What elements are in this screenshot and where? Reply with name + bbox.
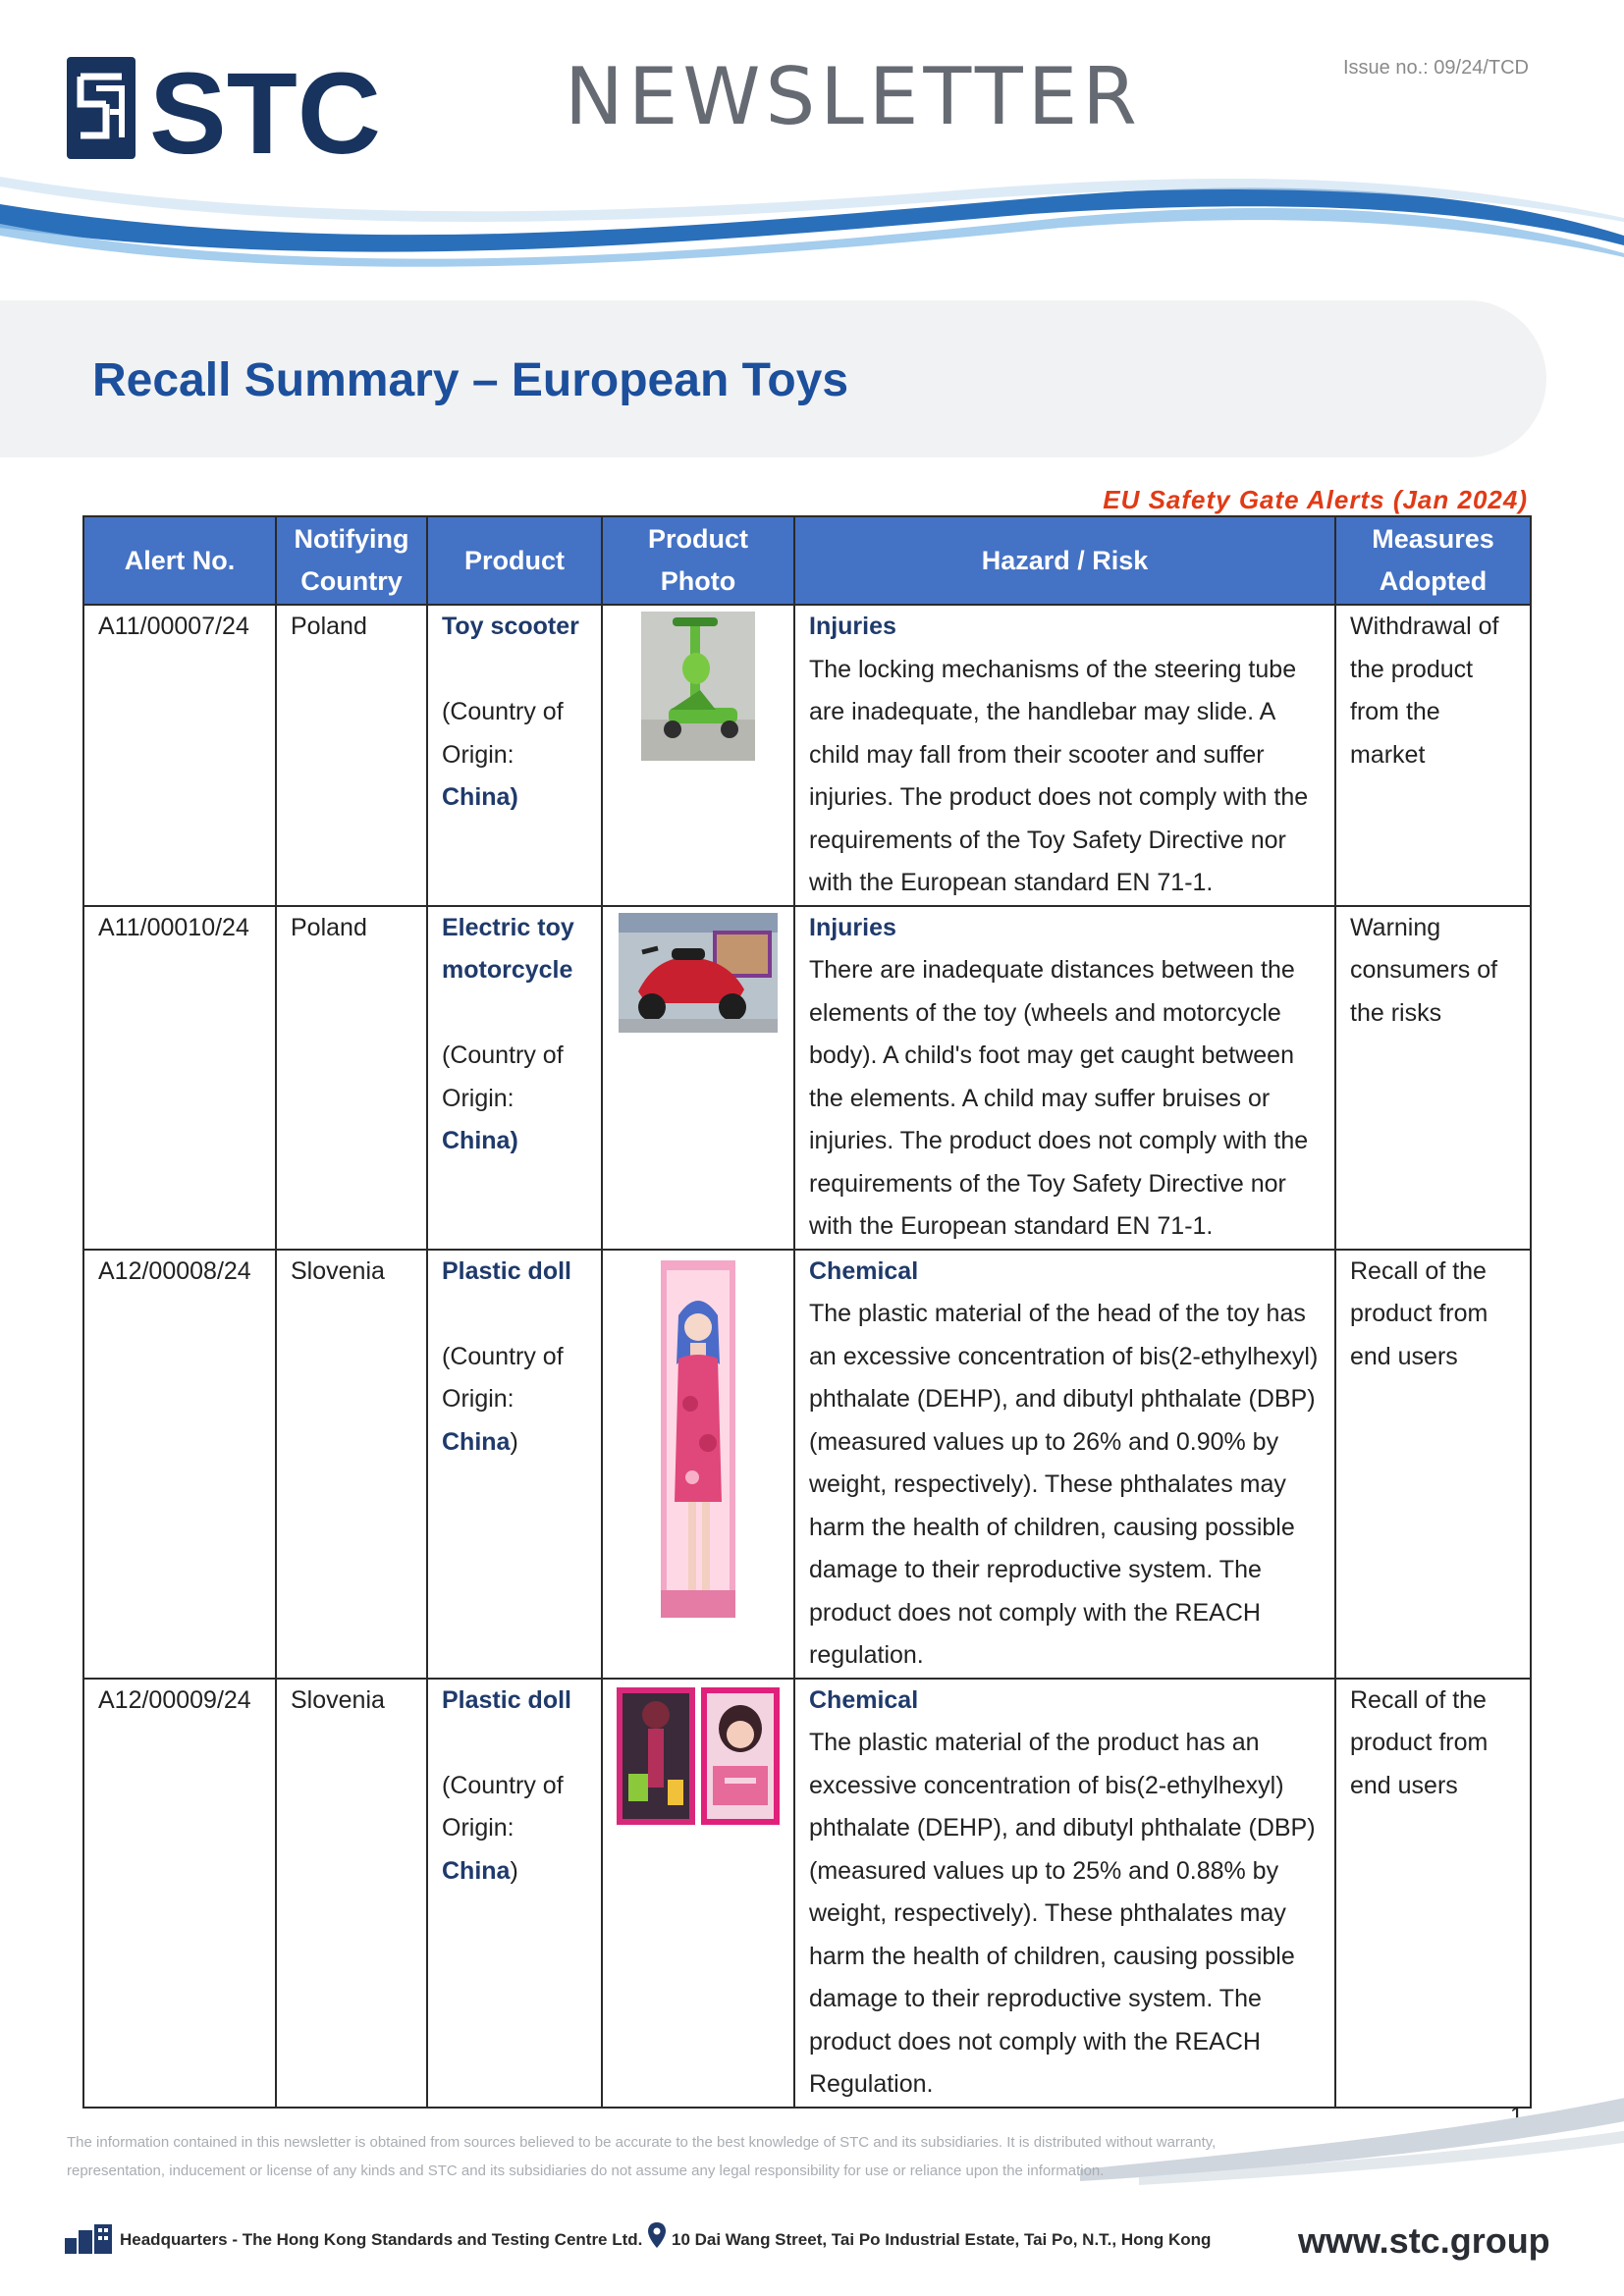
address-text: 10 Dai Wang Street, Tai Po Industrial Estate, Tai Po, N.T., Hong Kong xyxy=(672,2230,1212,2249)
product-name: Toy scooter xyxy=(442,613,579,640)
hazard-description: The plastic material of the head of the toy has an excessive concentration of bis(2-ethylhexyl) phthalate (DEHP), and dibutyl phthalate (DBP) (measured values up to 26% and 0.90% by weight, respectively). These phthalates may harm the health of children, causing possible damage to their reproductive system. The product does not comply with the REACH regulation. xyxy=(809,1300,1319,1669)
issue-number: Issue no.: 09/24/TCD xyxy=(1343,57,1529,79)
toy-scooter-photo xyxy=(641,612,755,761)
table-row xyxy=(83,605,1531,906)
hazard-type: Chemical xyxy=(809,1685,919,1714)
origin-suffix: ) xyxy=(510,1427,518,1456)
notifying-country: Poland xyxy=(276,605,427,906)
recall-table xyxy=(82,515,1532,2109)
origin-label: (Country of Origin: xyxy=(442,1041,564,1112)
notifying-country: Poland xyxy=(276,906,427,1250)
alert-number: A11/00010/24 xyxy=(83,906,276,1250)
stc-logo xyxy=(67,55,460,163)
header-swoosh xyxy=(0,167,1624,275)
hazard-description: The plastic material of the product has an excessive concentration of bis(2-ethylhexyl) phthalate (DEHP), and dibutyl phthalate (DBP) (measured values up to 25% and 0.88% by weight, respectively). These phthalates may harm the health of children, causing possible damage to their reproductive system. The product does not comply with the REACH Regulation. xyxy=(809,1729,1316,2098)
product-cell xyxy=(427,906,602,1250)
header-hazard-risk: Hazard / Risk xyxy=(794,516,1335,605)
doll-set-photo xyxy=(615,1685,782,1827)
alert-number: A11/00007/24 xyxy=(83,605,276,906)
table-row xyxy=(83,906,1531,1250)
hazard-type: Chemical xyxy=(809,1256,919,1285)
product-name: Plastic doll xyxy=(442,1685,571,1714)
product-cell xyxy=(427,1250,602,1679)
product-photo-cell xyxy=(602,1250,794,1679)
origin-label: (Country of Origin: xyxy=(442,1771,564,1842)
header-product: Product xyxy=(427,516,602,605)
alert-number: A12/00008/24 xyxy=(83,1250,276,1679)
headquarters-text: Headquarters - The Hong Kong Standards and Testing Centre Ltd. xyxy=(120,2230,643,2249)
building-icon xyxy=(63,2224,114,2254)
footer xyxy=(63,2220,1565,2260)
newsletter-word: NEWSLETTER xyxy=(565,51,1142,142)
origin-suffix: ) xyxy=(510,1856,518,1885)
origin-country: China) xyxy=(442,783,518,811)
measures-adopted: Warning consumers of the risks xyxy=(1335,906,1531,1250)
boxed-doll-photo xyxy=(651,1256,745,1622)
hazard-cell xyxy=(794,605,1335,906)
website-link[interactable]: www.stc.group xyxy=(1298,2220,1550,2261)
origin-label: (Country of Origin: xyxy=(442,698,564,769)
disclaimer: The information contained in this newsletter is obtained from sources believed to be accurate to the best knowledge of STC and its subsidiaries. It is distributed without warranty, representation, inducement or license of any kinds and STC and its subsidiaries do not assume any legal responsibility for use or reliance upon the information. xyxy=(67,2134,1217,2179)
product-name: Electric toy motorcycle xyxy=(442,913,574,984)
header-product-photo: Product Photo xyxy=(602,516,794,605)
hazard-type: Injuries xyxy=(809,613,896,640)
table-row xyxy=(83,1679,1531,2108)
alert-number: A12/00009/24 xyxy=(83,1679,276,2108)
header-notifying-country: Notifying Country xyxy=(276,516,427,605)
hazard-description: There are inadequate distances between the elements of the toy (wheels and motorcycle body). A child's foot may get caught between the elements. A child may suffer bruises or injuries. The product does not comply with the requirements of the Toy Safety Directive nor with the European standard EN 71-1. xyxy=(809,956,1309,1240)
header-measures-adopted: Measures Adopted xyxy=(1335,516,1531,605)
hazard-cell xyxy=(794,1250,1335,1679)
hazard-description: The locking mechanisms of the steering tube are inadequate, the handlebar may slide. A child may fall from their scooter and suffer injuries. The product does not comply with the requirements of the Toy Safety Directive nor with the European standard EN 71-1. xyxy=(809,655,1309,896)
product-cell xyxy=(427,1679,602,2108)
product-photo-cell xyxy=(602,906,794,1250)
origin-country: China xyxy=(442,1427,511,1456)
header-alert-no: Alert No. xyxy=(83,516,276,605)
page-number: 1 xyxy=(1510,2103,1524,2129)
notifying-country: Slovenia xyxy=(276,1679,427,2108)
origin-country: China) xyxy=(442,1127,518,1154)
measures-adopted: Recall of the product from end users xyxy=(1335,1250,1531,1679)
toy-motorcycle-photo xyxy=(619,913,778,1033)
page-title: Recall Summary – European Toys xyxy=(92,354,849,406)
product-photo-cell xyxy=(602,605,794,906)
brand-wordmark: STC xyxy=(149,55,381,163)
product-cell xyxy=(427,605,602,906)
product-photo-cell xyxy=(602,1679,794,2108)
origin-country: China xyxy=(442,1856,511,1885)
notifying-country: Slovenia xyxy=(276,1250,427,1679)
table-row xyxy=(83,1250,1531,1679)
location-pin-icon xyxy=(648,2222,666,2248)
measures-adopted: Withdrawal of the product from the market xyxy=(1335,605,1531,906)
hazard-cell xyxy=(794,1679,1335,2108)
hazard-cell xyxy=(794,906,1335,1250)
measures-adopted: Recall of the product from end users xyxy=(1335,1679,1531,2108)
table-header-row xyxy=(83,516,1531,605)
origin-label: (Country of Origin: xyxy=(442,1342,564,1413)
alert-caption: EU Safety Gate Alerts (Jan 2024) xyxy=(1103,485,1528,514)
hazard-type: Injuries xyxy=(809,913,896,941)
product-name: Plastic doll xyxy=(442,1256,571,1285)
